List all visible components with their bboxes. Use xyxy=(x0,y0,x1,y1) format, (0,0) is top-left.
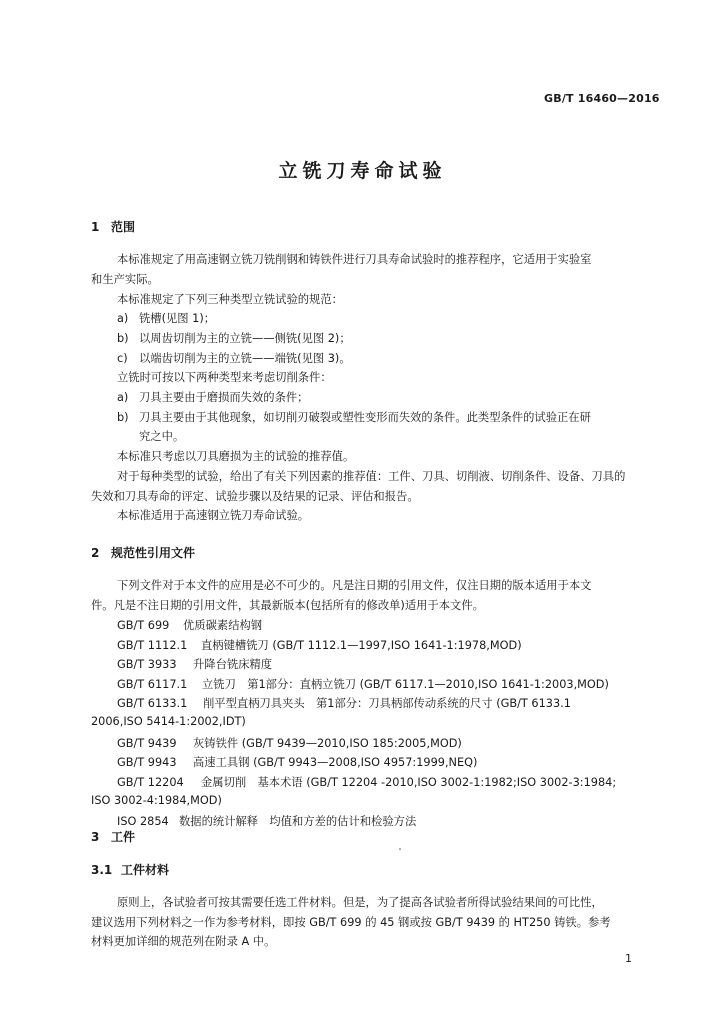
subsection-number: 3.1 xyxy=(91,863,113,877)
page-number: 1 xyxy=(625,952,632,965)
standard-code: GB/T 16460—2016 xyxy=(544,92,660,105)
paragraph-line: 对于每种类型的试验，给出了有关下列因素的推荐值：工件、刀具、切削液、切削条件、设备、刀具的 xyxy=(117,470,626,483)
reference-continuation: ISO 3002-4:1984,MOD) xyxy=(91,794,222,807)
reference-title: 数据的统计解释 均值和方差的估计和检验方法 xyxy=(179,815,417,828)
paragraph: 本标准适用于高速钢立铣刀寿命试验。 xyxy=(117,509,310,522)
reference-item xyxy=(117,774,616,790)
reference-item xyxy=(117,695,571,711)
section-title: 规范性引用文件 xyxy=(111,546,196,560)
subsection-3-1-heading xyxy=(91,861,169,878)
list-item xyxy=(117,310,215,326)
reference-title: 灰铸铁件 (GB/T 9439—2010,ISO 185:2005,MOD) xyxy=(193,737,462,750)
reference-code: GB/T 699 xyxy=(117,619,170,632)
list-item xyxy=(117,409,591,425)
list-item-continuation: 究之中。 xyxy=(139,430,185,443)
reference-code: GB/T 6133.1 xyxy=(117,697,188,710)
reference-code: GB/T 9943 xyxy=(117,756,177,769)
reference-code: GB/T 12204 xyxy=(117,776,184,789)
reference-item xyxy=(117,637,522,653)
reference-title: 直柄键槽铣刀 (GB/T 1112.1—1997,ISO 1641-1:1978,MOD) xyxy=(201,639,522,652)
reference-title: 升降台铣床精度 xyxy=(193,658,273,671)
reference-code: GB/T 1112.1 xyxy=(117,639,188,652)
list-item-label: a) xyxy=(117,312,129,325)
reference-continuation: 2006,ISO 5414-1:2002,IDT) xyxy=(91,715,246,728)
reference-code: GB/T 3933 xyxy=(117,658,177,671)
section-title: 范围 xyxy=(111,220,136,234)
paragraph-line: 建议选用下列材料之一作为参考材料，即按 GB/T 699 的 45 钢或按 GB/T 9439 的 HT250 铸铁。参考 xyxy=(91,916,611,929)
section-title: 工件 xyxy=(111,830,136,844)
reference-code: GB/T 9439 xyxy=(117,737,177,750)
section-number: 1 xyxy=(91,220,100,234)
reference-title: 优质碳素结构钢 xyxy=(183,619,263,632)
reference-item xyxy=(117,617,262,633)
scan-dot xyxy=(399,848,401,850)
paragraph-line: 材料更加详细的规范列在附录 A 中。 xyxy=(91,935,276,948)
paragraph-line: 本标准规定了用高速钢立铣刀铣削钢和铸铁件进行刀具寿命试验时的推荐程序，它适用于实验室 xyxy=(117,253,592,266)
paragraph-line: 原则上，各试验者可按其需要任选工件材料。但是，为了提高各试验者所得试验结果间的可比性， xyxy=(117,896,603,909)
paragraph: 本标准规定了下列三种类型立铣试验的规范： xyxy=(117,293,343,306)
reference-code: GB/T 6117.1 xyxy=(117,678,188,691)
section-number: 2 xyxy=(91,546,100,560)
reference-title: 高速工具钢 (GB/T 9943—2008,ISO 4957:1999,NEQ) xyxy=(193,756,478,769)
reference-title: 削平型直柄刀具夹头 第1部分：刀具柄部传动系统的尺寸 (GB/T 6133.1 xyxy=(203,697,571,710)
list-item-text: 刀具主要由于磨损而失效的条件； xyxy=(139,391,309,404)
list-item-text: 以周齿切削为主的立铣——侧铣(见图 2)； xyxy=(139,332,351,345)
list-item-label: a) xyxy=(117,391,129,404)
page-title: 立铣刀寿命试验 xyxy=(278,160,447,182)
section-3-heading xyxy=(91,828,135,845)
paragraph: 立铣时可按以下两种类型来考虑切削条件： xyxy=(117,371,332,384)
paragraph-line: 失效和刀具寿命的评定、试验步骤以及结果的记录、评估和报告。 xyxy=(91,490,419,503)
reference-item xyxy=(117,754,477,770)
subsection-title: 工件材料 xyxy=(121,863,170,877)
section-number: 3 xyxy=(91,830,100,844)
section-1-heading xyxy=(91,218,135,235)
reference-title: 立铣刀 第1部分：直柄立铣刀 (GB/T 6117.1—2010,ISO 1641-1:2003,MOD) xyxy=(202,678,609,691)
list-item xyxy=(117,330,351,346)
reference-item xyxy=(117,813,416,829)
paragraph-line: 和生产实际。 xyxy=(91,273,159,286)
list-item-text: 铣槽(见图 1)； xyxy=(139,312,216,325)
reference-item xyxy=(117,656,272,672)
list-item-label: b) xyxy=(117,411,129,424)
list-item-text: 刀具主要由于其他现象，如切削刃破裂或塑性变形而失效的条件。此类型条件的试验正在研 xyxy=(139,411,591,424)
list-item xyxy=(117,389,308,405)
reference-item xyxy=(117,735,462,751)
list-item xyxy=(117,350,351,366)
list-item-label: c) xyxy=(117,352,128,365)
reference-code: ISO 2854 xyxy=(117,815,169,828)
list-item-label: b) xyxy=(117,332,129,345)
paragraph-line: 下列文件对于本文件的应用是必不可少的。凡是注日期的引用文件，仅注日期的版本适用于本文 xyxy=(117,579,592,592)
paragraph-line: 件。凡是不注日期的引用文件，其最新版本(包括所有的修改单)适用于本文件。 xyxy=(91,599,484,612)
section-2-heading xyxy=(91,544,195,561)
reference-title: 金属切削 基本术语 (GB/T 12204 -2010,ISO 3002-1:1982;ISO 3002-3:1984; xyxy=(201,776,617,789)
reference-item xyxy=(117,676,609,692)
list-item-text: 以端齿切削为主的立铣——端铣(见图 3)。 xyxy=(139,352,351,365)
paragraph: 本标准只考虑以刀具磨损为主的试验的推荐值。 xyxy=(117,450,355,463)
